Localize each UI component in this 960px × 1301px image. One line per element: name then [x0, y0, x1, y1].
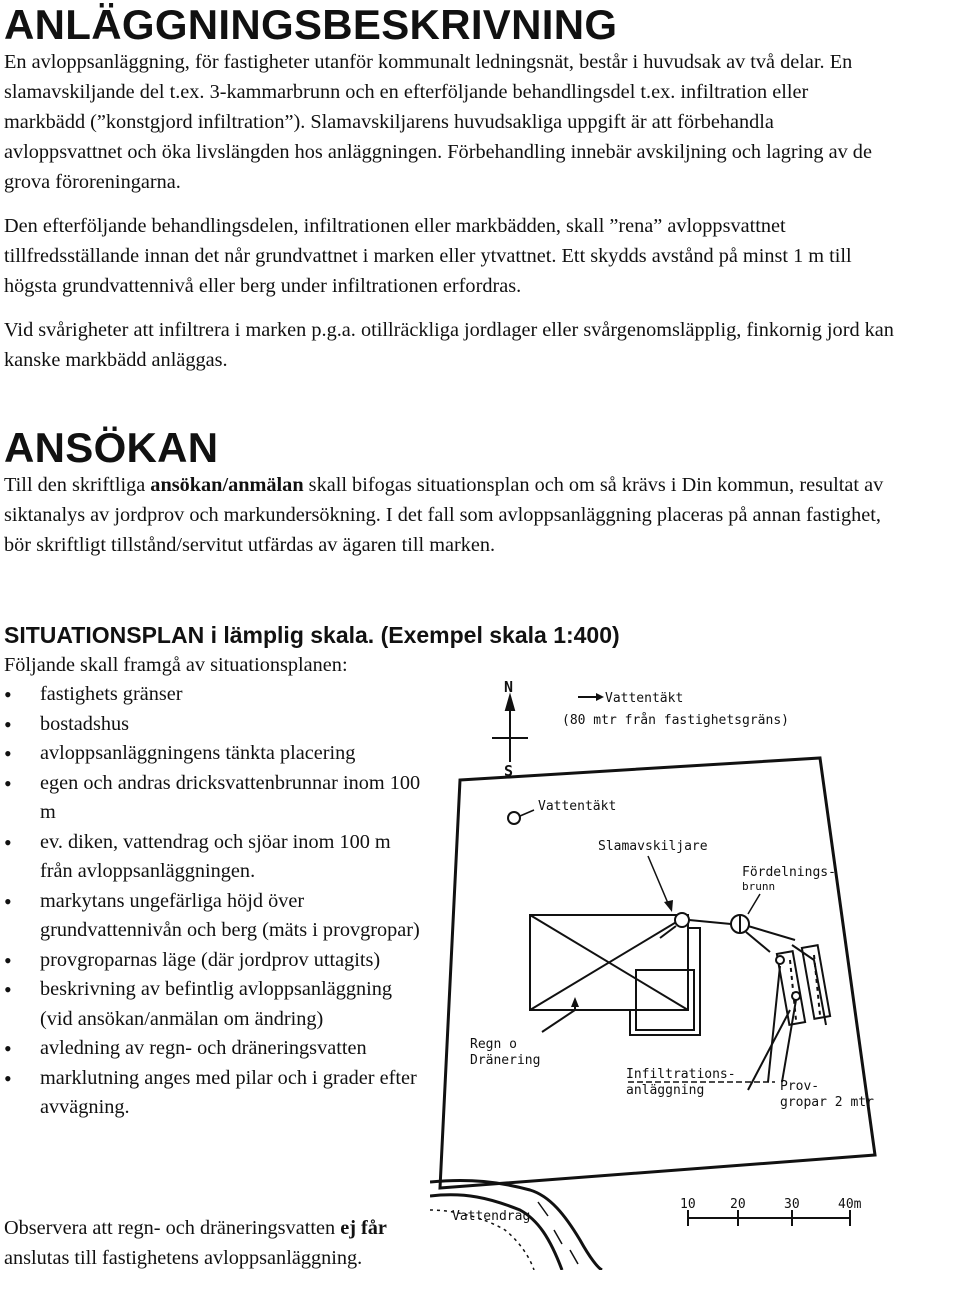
- north-arrow: [492, 696, 528, 762]
- label-vattendrag: Vattendrag: [452, 1209, 531, 1224]
- note-text-end: anslutas till fastighetens avloppsanläggning.: [4, 1246, 363, 1269]
- pipe-tank-to-well: [689, 920, 731, 924]
- septic-tank: [675, 913, 689, 927]
- scale-tick-10: 10: [680, 1197, 696, 1212]
- ansokan-bold: ansökan/anmälan: [150, 474, 304, 496]
- heading-ansokan: ANSÖKAN: [4, 424, 219, 471]
- list-item: • avloppsanläggningens tänkta placering: [4, 739, 424, 769]
- south-label: S: [504, 762, 514, 780]
- paragraph: Vid svårigheter att infiltrera i marken p.g.a. otillräckliga jordlager eller svårgenomsläpplig, finkornig jord kan kanske markbädd anläggas.: [4, 319, 894, 371]
- observera-note: [4, 1214, 422, 1273]
- label-infiltration-1: Infiltrations-: [626, 1067, 736, 1082]
- label-provgropar-1: Prov-: [780, 1079, 820, 1094]
- list-item: • markytans ungefärliga höjd över grundvattennivån och berg (mäts i provgropar): [4, 887, 424, 946]
- scale-bar: [688, 1210, 850, 1226]
- anlaggning-text: [4, 47, 894, 375]
- scale-tick-30: 30: [784, 1197, 800, 1212]
- list-item: • egen och andras dricksvattenbrunnar inom 100 m: [4, 769, 424, 828]
- arrowhead: [596, 693, 604, 701]
- property-boundary: [440, 758, 875, 1188]
- heading-situationsplan: SITUATIONSPLAN i lämplig skala. (Exempel skala 1:400): [4, 622, 620, 648]
- ansokan-text: [4, 470, 889, 560]
- well-vattentakt: [508, 812, 520, 824]
- label-vattentakt-note: (80 mtr från fastighetsgräns): [562, 713, 789, 728]
- label-infiltration-2: anläggning: [626, 1083, 705, 1098]
- label-slamavskiljare: Slamavskiljare: [598, 839, 708, 854]
- list-item: • avledning av regn- och dräneringsvatten: [4, 1034, 424, 1064]
- paragraph: En avloppsanläggning, för fastigheter utanför kommunalt ledningsnät, består i huvudsak av två delar. En slamavskiljande del t.ex. 3-kammarbrunn och en efterföljande behandlingsdel t.ex. infiltration eller markbädd (”konstgjord infiltration”). Slamavskiljarens huvudsakliga uppgift är att förbehandla avloppsvattnet och öka livslängden hos anläggningen. Förbehandling innebär avskiljning och lagring av de grova föroreningarna.: [4, 51, 872, 193]
- label-vattentakt-top: Vattentäkt: [605, 691, 684, 706]
- requirements-list: [4, 680, 424, 1123]
- heading-anlaggningsbeskrivning: ANLÄGGNINGSBESKRIVNING: [4, 1, 618, 48]
- label-vattentakt-mid: Vattentäkt: [538, 799, 617, 814]
- drainage-line: [542, 1000, 575, 1032]
- label-regn: Regn o: [470, 1037, 517, 1052]
- paragraph: Den efterföljande behandlingsdelen, infiltrationen eller markbädden, skall ”rena” avloppsvattnet tillfredsställande innan det når grundvattnet i marken eller ytvattnet. Ett skydds avstånd på minst 1 m till högsta grundvattennivå eller berg under infiltrationen erfordras.: [4, 215, 852, 297]
- stream-vattendrag: [430, 1180, 602, 1270]
- list-item: • ev. diken, vattendrag och sjöar inom 100 m från avloppsanläggningen.: [4, 828, 424, 887]
- label-provgropar-2: gropar 2 mtr: [780, 1095, 874, 1110]
- situationsplan-intro: Följande skall framgå av situationsplanen:: [4, 654, 348, 676]
- ansokan-text-end: skall bifogas situationsplan och om så krävs i Din kommun, resultat av siktanalys av jordprov och markundersökning. I det fall som avloppsanläggning placeras på annan fastighet, bör skriftligt tillstånd/servitut utfärdas av ägaren till marken.: [4, 474, 884, 556]
- infiltration-field: [746, 926, 830, 1025]
- scale-tick-40: 40m: [838, 1197, 862, 1212]
- label-dranering: Dränering: [470, 1053, 541, 1068]
- note-bold: ej får: [340, 1217, 387, 1239]
- note-text-start: Observera att regn- och dräneringsvatten: [4, 1217, 341, 1239]
- north-label: N: [504, 678, 514, 696]
- label-fordelningsbrunn-2: brunn: [742, 880, 776, 893]
- label-fordelningsbrunn-1: Fördelnings-: [742, 865, 836, 880]
- scale-tick-20: 20: [730, 1197, 746, 1212]
- list-item: • bostadshus: [4, 710, 424, 740]
- ansokan-text-start: Till den skriftliga: [4, 474, 151, 496]
- list-item: • provgroparnas läge (där jordprov uttagits): [4, 946, 424, 976]
- list-item: • marklutning anges med pilar och i grader efter avvägning.: [4, 1064, 424, 1123]
- list-item: • beskrivning av befintlig avloppsanläggning (vid ansökan/anmälan om ändring): [4, 975, 424, 1034]
- house: [530, 915, 700, 1035]
- list-item: • fastighets gränser: [4, 680, 424, 710]
- situationsplan-diagram: [430, 670, 958, 1270]
